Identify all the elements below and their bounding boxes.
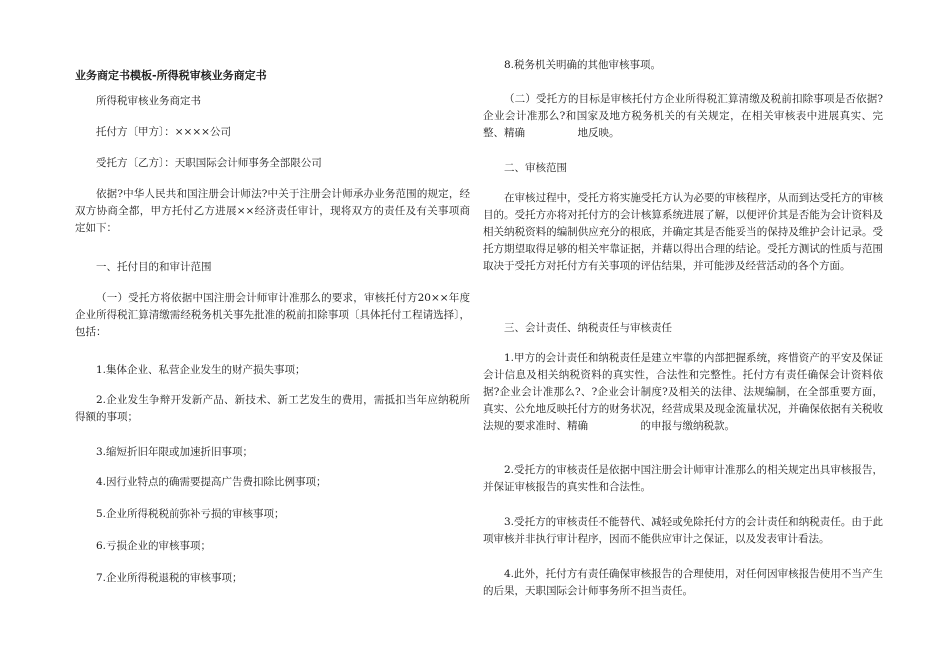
list-item-3: 3.缩短折旧年限或加速折旧事项； (96, 446, 254, 458)
section-heading-1: 一、托付目的和审计范围 (96, 261, 212, 273)
list-item-8: 8.税务机关明确的其他审核事项。 (504, 59, 662, 71)
paragraph-intro: 依据?中华人民共和国注册会计师法?中关于注册会计师承办业务范围的规定，经双方协商全都，甲方托付乙方进展××经济责任审计，现将双方的责任及有关事项商定如下： (75, 188, 470, 234)
list-item-1: 1.集体企业、私营企业发生的财产损失事项； (96, 364, 306, 376)
list-item-6: 6.亏损企业的审核事项； (96, 540, 212, 552)
paragraph-client: 托付方〔甲方〕：××××公司 (96, 126, 231, 138)
paragraph-scope: （一）受托方将依据中国注册会计师审计准那么的要求，审核托付方20××年度企业所得税汇算清缴需经税务机关事先批准的税前扣除事项〔具体托付工程请选择〕，包括： (75, 292, 470, 338)
paragraph-responsibility-2: 2.受托方的审核责任是依据中国注册会计师审计准那么的相关规定出具审核报告，并保证审核报告的真实性和合法性。 (483, 464, 883, 493)
document-title: 业务商定书模板-所得税审核业务商定书 (75, 69, 267, 82)
list-item-7: 7.企业所得税退税的审核事项； (96, 572, 243, 584)
paragraph-objective: （二）受托方的目标是审核托付方企业所得税汇算清缴及税前扣除事项是否依据?企业会计准那么?和国家及地方税务机关的有关规定，在相关审核表中进展真实、完整、精确 地反映。 (483, 93, 883, 139)
section-heading-2: 二、审核范围 (504, 162, 567, 174)
paragraph-responsibility-4: 4.此外，托付方有责任确保审核报告的合理使用，对任何因审核报告使用不当产生的后果，天职国际会计师事务所不担当责任。 (483, 568, 883, 597)
list-item-2: 2.企业发生争辩开发新产品、新技术、新工艺发生的费用，需抵扣当年应纳税所得额的事项； (75, 394, 470, 423)
paragraph-heading: 所得税审核业务商定书 (96, 95, 201, 107)
paragraph-responsibility-1: 1.甲方的会计责任和纳税责任是建立牢靠的内部把握系统，疼惜资产的平安及保证会计信息及相关纳税资料的真实性，合法性和完整性。托付方有责任确保会计资料依据?企业会计准那么?、?企业会计制度?及相关的法律、法规编制，在全部重要方面，真实、公允地反映托付方的财务状况，经营成果及现金流量状况，并确保依据有关税收法规的要求准时、精确 的申报与缴纳税款。 (483, 352, 883, 432)
section-heading-3: 三、会计责任、纳税责任与审核责任 (504, 322, 672, 334)
paragraph-contractor: 受托方〔乙方〕：天职国际会计师事务全部限公司 (96, 157, 322, 169)
paragraph-review-scope: 在审核过程中，受托方将实施受托方认为必要的审核程序，从而到达受托方的审核目的。受托方亦将对托付方的会计核算系统进展了解，以便评价其是否能为会计资料及相关纳税资料的编制供应充分的根底，并确定其是否能妥当的保持及维护会计记录。受托方期望取得足够的相关牢靠证据，并藉以得出合理的结论。受托方测试的性质与范围取决于受托方对托付方有关事项的评估结果，并可能涉及经营活动的各个方面。 (483, 192, 883, 272)
list-item-4: 4.因行业特点的确需要提高广告费扣除比例事项； (96, 476, 327, 488)
paragraph-responsibility-3: 3.受托方的审核责任不能替代、减轻或免除托付方的会计责任和纳税责任。由于此项审核并非执行审计程序，因而不能供应审计之保证，以及发表审计看法。 (483, 516, 883, 545)
list-item-5: 5.企业所得税税前弥补亏损的审核事项； (96, 508, 285, 520)
